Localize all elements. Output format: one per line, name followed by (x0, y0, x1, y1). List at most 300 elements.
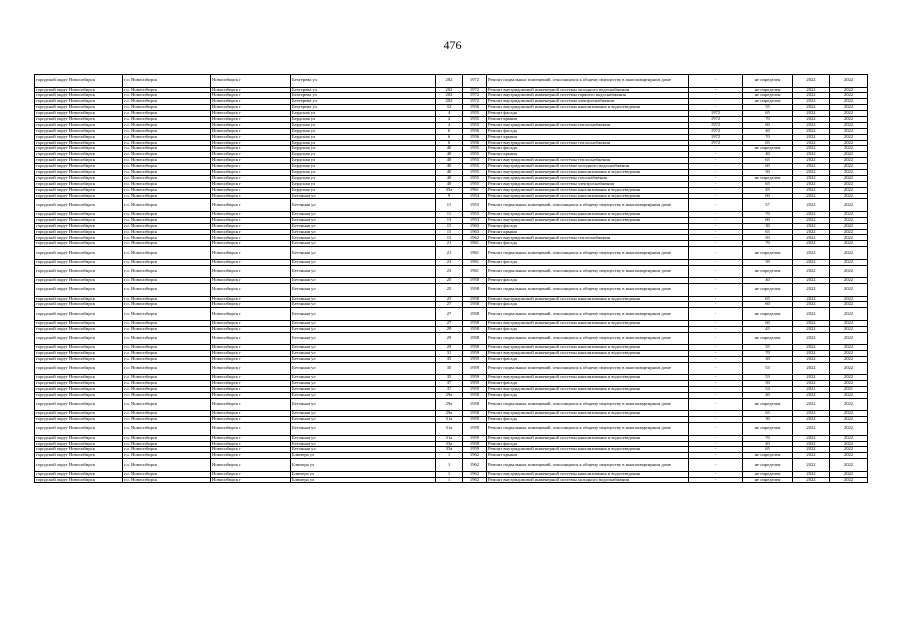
work-type-cell: Ремонт внутридомовой инженерной системы канализования и водоотведения (487, 435, 689, 441)
start-year-cell: 2022 (793, 375, 830, 381)
last-repair-cell: - (689, 158, 743, 164)
street-cell: Бердская ул (291, 116, 436, 122)
settlement-short-cell: г.о. Новосибирск (123, 265, 211, 278)
work-type-cell: Ремонт внутридомовой инженерной системы канализования и водоотведения (487, 217, 689, 223)
last-repair-cell: 1972 (689, 116, 743, 122)
start-year-cell: 2022 (793, 158, 830, 164)
settlement-short-cell: г.о. Новосибирск (123, 326, 211, 332)
start-year-cell: 2022 (793, 356, 830, 362)
last-repair-cell: - (689, 296, 743, 302)
municipality-cell: городской округ Новосибирск (35, 146, 123, 152)
build-year-cell: 1955 (463, 169, 487, 175)
house-cell: 31а (436, 435, 463, 441)
cost-cell: не определен (743, 308, 793, 321)
street-cell: Бердская ул (291, 122, 436, 128)
cost-cell: 60 (743, 302, 793, 308)
last-repair-cell: - (689, 229, 743, 235)
house-cell: 37 (436, 381, 463, 387)
work-type-cell: Ремонт внутридомовой инженерной системы канализования и водоотведения (487, 211, 689, 217)
settlement-cell: Новосибирск г (211, 441, 291, 447)
work-type-cell: Ремонт подвальных помещений, относящихся к общему имуществу в многоквартирном доме (487, 423, 689, 436)
settlement-short-cell: г.о. Новосибирск (123, 140, 211, 146)
start-year-cell: 2022 (793, 459, 830, 472)
house-cell: 29 (436, 345, 463, 351)
build-year-cell: 1958 (463, 392, 487, 398)
build-year-cell: 1962 (463, 459, 487, 472)
start-year-cell: 2022 (793, 441, 830, 447)
street-cell: Бетонная ул (291, 296, 436, 302)
build-year-cell: 1955 (463, 152, 487, 158)
settlement-cell: Новосибирск г (211, 278, 291, 284)
start-year-cell: 2022 (793, 351, 830, 357)
work-type-cell: Ремонт внутридомовой инженерной системы канализования и водоотведения (487, 387, 689, 393)
work-type-cell: Ремонт внутридомовой инженерной системы газоснабжения (487, 175, 689, 181)
settlement-cell: Новосибирск г (211, 265, 291, 278)
house-cell: 40 (436, 152, 463, 158)
house-cell: 29 (436, 332, 463, 345)
settlement-cell: Новосибирск г (211, 398, 291, 411)
build-year-cell: 1958 (463, 398, 487, 411)
street-cell: Бетонная ул (291, 265, 436, 278)
house-cell: 27 (436, 320, 463, 326)
municipality-cell: городской округ Новосибирск (35, 459, 123, 472)
end-year-cell: 2022 (830, 211, 868, 217)
start-year-cell: 2022 (793, 447, 830, 453)
build-year-cell: 1953 (463, 199, 487, 212)
build-year-cell: 1955 (463, 175, 487, 181)
work-type-cell: Ремонт крыши (487, 453, 689, 459)
municipality-cell: городской округ Новосибирск (35, 423, 123, 436)
end-year-cell: 2022 (830, 375, 868, 381)
cost-cell: 60 (743, 193, 793, 199)
table-row (35, 284, 868, 297)
last-repair-cell: - (689, 423, 743, 436)
table-row (35, 362, 868, 375)
end-year-cell: 2022 (830, 223, 868, 229)
start-year-cell: 2022 (793, 247, 830, 260)
cost-cell: 45 (743, 187, 793, 193)
settlement-short-cell: г.о. Новосибирск (123, 75, 211, 88)
house-cell: 40 (436, 169, 463, 175)
last-repair-cell: - (689, 435, 743, 441)
municipality-cell: городской округ Новосибирск (35, 241, 123, 247)
settlement-short-cell: г.о. Новосибирск (123, 105, 211, 111)
end-year-cell: 2022 (830, 116, 868, 122)
last-repair-cell: - (689, 235, 743, 241)
start-year-cell: 2022 (793, 423, 830, 436)
end-year-cell: 2022 (830, 175, 868, 181)
end-year-cell: 2022 (830, 134, 868, 140)
house-cell: 6 (436, 134, 463, 140)
house-cell: 52 (436, 105, 463, 111)
cost-cell: 70 (743, 134, 793, 140)
start-year-cell: 2022 (793, 362, 830, 375)
last-repair-cell: - (689, 211, 743, 217)
street-cell: Бехтерева ул (291, 99, 436, 105)
start-year-cell: 2022 (793, 296, 830, 302)
settlement-cell: Новосибирск г (211, 111, 291, 117)
work-type-cell: Ремонт подвальных помещений, относящихся к общему имуществу в многоквартирном доме (487, 362, 689, 375)
settlement-cell: Новосибирск г (211, 187, 291, 193)
cost-cell: 60 (743, 320, 793, 326)
last-repair-cell: - (689, 320, 743, 326)
settlement-short-cell: г.о. Новосибирск (123, 471, 211, 477)
work-type-cell: Ремонт внутридомовой инженерной системы электроснабжения (487, 99, 689, 105)
house-cell: 27 (436, 308, 463, 321)
build-year-cell: 1955 (463, 111, 487, 117)
cost-cell: 40 (743, 278, 793, 284)
settlement-cell: Новосибирск г (211, 259, 291, 265)
work-type-cell: Ремонт фасада (487, 302, 689, 308)
municipality-cell: городской округ Новосибирск (35, 417, 123, 423)
street-cell: Бердская ул (291, 111, 436, 117)
start-year-cell: 2022 (793, 169, 830, 175)
settlement-cell: Новосибирск г (211, 308, 291, 321)
cost-cell: 65 (743, 296, 793, 302)
cost-cell: 30 (743, 356, 793, 362)
end-year-cell: 2022 (830, 164, 868, 170)
municipality-cell: городской округ Новосибирск (35, 128, 123, 134)
work-type-cell: Ремонт подвальных помещений, относящихся к общему имуществу в многоквартирном доме (487, 75, 689, 88)
street-cell: Бетонная ул (291, 247, 436, 260)
start-year-cell: 2022 (793, 217, 830, 223)
street-cell: Бетонная ул (291, 284, 436, 297)
last-repair-cell: - (689, 278, 743, 284)
cost-cell: не определен (743, 477, 793, 483)
cost-cell: 70 (743, 211, 793, 217)
start-year-cell: 2022 (793, 453, 830, 459)
cost-cell: 60 (743, 217, 793, 223)
settlement-cell: Новосибирск г (211, 229, 291, 235)
start-year-cell: 2022 (793, 284, 830, 297)
end-year-cell: 2022 (830, 441, 868, 447)
work-type-cell: Ремонт крыши (487, 152, 689, 158)
last-repair-cell: - (689, 356, 743, 362)
last-repair-cell: - (689, 417, 743, 423)
house-cell: 23 (436, 259, 463, 265)
end-year-cell: 2022 (830, 417, 868, 423)
municipality-cell: городской округ Новосибирск (35, 111, 123, 117)
settlement-cell: Новосибирск г (211, 477, 291, 483)
street-cell: Бетонная ул (291, 235, 436, 241)
settlement-cell: Новосибирск г (211, 158, 291, 164)
street-cell: Бетонная ул (291, 193, 436, 199)
settlement-cell: Новосибирск г (211, 247, 291, 260)
settlement-short-cell: г.о. Новосибирск (123, 217, 211, 223)
end-year-cell: 2022 (830, 447, 868, 453)
build-year-cell: 1954 (463, 193, 487, 199)
build-year-cell: 1959 (463, 441, 487, 447)
start-year-cell: 2022 (793, 128, 830, 134)
street-cell: Бердская ул (291, 128, 436, 134)
build-year-cell: 1959 (463, 351, 487, 357)
street-cell: Бердская ул (291, 187, 436, 193)
cost-cell: 53 (743, 375, 793, 381)
last-repair-cell: - (689, 241, 743, 247)
cost-cell: не определен (743, 87, 793, 93)
build-year-cell: 1958 (463, 278, 487, 284)
house-cell: 29а (436, 398, 463, 411)
cost-cell: 53 (743, 362, 793, 375)
cost-cell: 70 (743, 241, 793, 247)
municipality-cell: городской округ Новосибирск (35, 158, 123, 164)
last-repair-cell: - (689, 284, 743, 297)
table-row (35, 247, 868, 260)
cost-cell: 55 (743, 105, 793, 111)
settlement-short-cell: г.о. Новосибирск (123, 122, 211, 128)
start-year-cell: 2022 (793, 105, 830, 111)
work-type-cell: Ремонт внутридомовой инженерной системы канализования и водоотведения (487, 375, 689, 381)
street-cell: Бетонная ул (291, 423, 436, 436)
last-repair-cell: - (689, 93, 743, 99)
settlement-short-cell: г.о. Новосибирск (123, 447, 211, 453)
cost-cell: не определен (743, 423, 793, 436)
cost-cell: 65 (743, 229, 793, 235)
house-cell: 1 (436, 477, 463, 483)
last-repair-cell: - (689, 87, 743, 93)
cost-cell: 39 (743, 259, 793, 265)
start-year-cell: 2022 (793, 229, 830, 235)
start-year-cell: 2022 (793, 477, 830, 483)
street-cell: Бетонная ул (291, 435, 436, 441)
settlement-cell: Новосибирск г (211, 356, 291, 362)
settlement-cell: Новосибирск г (211, 411, 291, 417)
settlement-short-cell: г.о. Новосибирск (123, 87, 211, 93)
settlement-cell: Новосибирск г (211, 326, 291, 332)
work-type-cell: Ремонт внутридомовой инженерной системы холодного водоснабжения (487, 87, 689, 93)
build-year-cell: 1959 (463, 362, 487, 375)
start-year-cell: 2022 (793, 164, 830, 170)
start-year-cell: 2022 (793, 193, 830, 199)
last-repair-cell: 1972 (689, 122, 743, 128)
municipality-cell: городской округ Новосибирск (35, 75, 123, 88)
municipality-cell: городской округ Новосибирск (35, 278, 123, 284)
work-type-cell: Ремонт внутридомовой инженерной системы канализования и водоотведения (487, 411, 689, 417)
start-year-cell: 2022 (793, 308, 830, 321)
end-year-cell: 2021 (830, 387, 868, 393)
table-row (35, 477, 868, 483)
house-cell: 35 (436, 362, 463, 375)
cost-cell: не определен (743, 99, 793, 105)
build-year-cell: 1958 (463, 296, 487, 302)
end-year-cell: 2022 (830, 320, 868, 326)
municipality-cell: городской округ Новосибирск (35, 398, 123, 411)
build-year-cell: 1955 (463, 158, 487, 164)
municipality-cell: городской округ Новосибирск (35, 152, 123, 158)
start-year-cell: 2022 (793, 134, 830, 140)
cost-cell: 60 (743, 164, 793, 170)
build-year-cell: 1958 (463, 411, 487, 417)
work-type-cell: Ремонт внутридомовой инженерной системы теплоснабжения (487, 158, 689, 164)
municipality-cell: городской округ Новосибирск (35, 229, 123, 235)
last-repair-cell: - (689, 146, 743, 152)
build-year-cell: 1972 (463, 99, 487, 105)
settlement-short-cell: г.о. Новосибирск (123, 398, 211, 411)
municipality-cell: городской округ Новосибирск (35, 169, 123, 175)
table-row (35, 75, 868, 88)
cost-cell: 65 (743, 158, 793, 164)
start-year-cell: 2022 (793, 471, 830, 477)
street-cell: Бетонная ул (291, 441, 436, 447)
house-cell: 40 (436, 181, 463, 187)
end-year-cell: 2022 (830, 152, 868, 158)
last-repair-cell: - (689, 441, 743, 447)
settlement-short-cell: г.о. Новосибирск (123, 199, 211, 212)
build-year-cell: 1953 (463, 211, 487, 217)
settlement-short-cell: г.о. Новосибирск (123, 146, 211, 152)
municipality-cell: городской округ Новосибирск (35, 187, 123, 193)
municipality-cell: городской округ Новосибирск (35, 477, 123, 483)
street-cell: Бетонная ул (291, 241, 436, 247)
build-year-cell: 1955 (463, 181, 487, 187)
cost-cell: 65 (743, 447, 793, 453)
build-year-cell: 1961 (463, 265, 487, 278)
municipality-cell: городской округ Новосибирск (35, 87, 123, 93)
street-cell: Бетонная ул (291, 217, 436, 223)
start-year-cell: 2022 (793, 87, 830, 93)
build-year-cell: 1953 (463, 217, 487, 223)
work-type-cell: Ремонт фасада (487, 441, 689, 447)
last-repair-cell: - (689, 398, 743, 411)
settlement-short-cell: г.о. Новосибирск (123, 459, 211, 472)
start-year-cell: 2022 (793, 152, 830, 158)
start-year-cell: 2022 (793, 435, 830, 441)
cost-cell: 70 (743, 116, 793, 122)
last-repair-cell: - (689, 477, 743, 483)
start-year-cell: 2022 (793, 140, 830, 146)
municipality-cell: городской округ Новосибирск (35, 140, 123, 146)
start-year-cell: 2022 (793, 345, 830, 351)
municipality-cell: городской округ Новосибирск (35, 435, 123, 441)
street-cell: Бетонная ул (291, 387, 436, 393)
house-cell: 33а (436, 447, 463, 453)
settlement-cell: Новосибирск г (211, 169, 291, 175)
house-cell: 40 (436, 158, 463, 164)
settlement-short-cell: г.о. Новосибирск (123, 175, 211, 181)
street-cell: Бердская ул (291, 169, 436, 175)
municipality-cell: городской округ Новосибирск (35, 392, 123, 398)
municipality-cell: городской округ Новосибирск (35, 302, 123, 308)
work-type-cell: Ремонт внутридомовой инженерной системы канализования и водоотведения (487, 193, 689, 199)
house-cell: 40 (436, 175, 463, 181)
house-cell: 25 (436, 284, 463, 297)
work-type-cell: Ремонт внутридомовой инженерной системы канализования и водоотведения (487, 320, 689, 326)
end-year-cell: 2022 (830, 99, 868, 105)
last-repair-cell: - (689, 411, 743, 417)
start-year-cell: 2022 (793, 302, 830, 308)
settlement-short-cell: г.о. Новосибирск (123, 259, 211, 265)
street-cell: Бетонная ул (291, 332, 436, 345)
street-cell: Бехтерева ул (291, 105, 436, 111)
table-row (35, 459, 868, 472)
work-type-cell: Ремонт фасада (487, 259, 689, 265)
last-repair-cell: - (689, 345, 743, 351)
end-year-cell: 2022 (830, 278, 868, 284)
start-year-cell: 2022 (793, 235, 830, 241)
end-year-cell: 2022 (830, 381, 868, 387)
house-cell: 29а (436, 411, 463, 417)
start-year-cell: 2022 (793, 116, 830, 122)
municipality-cell: городской округ Новосибирск (35, 356, 123, 362)
build-year-cell: 1972 (463, 75, 487, 88)
cost-cell: 65 (743, 411, 793, 417)
start-year-cell: 2022 (793, 326, 830, 332)
settlement-short-cell: г.о. Новосибирск (123, 302, 211, 308)
build-year-cell: 1972 (463, 93, 487, 99)
last-repair-cell: - (689, 217, 743, 223)
settlement-short-cell: г.о. Новосибирск (123, 423, 211, 436)
work-type-cell: Ремонт фасада (487, 356, 689, 362)
start-year-cell: 2022 (793, 398, 830, 411)
cost-cell: 50 (743, 169, 793, 175)
settlement-short-cell: г.о. Новосибирск (123, 128, 211, 134)
settlement-short-cell: г.о. Новосибирск (123, 93, 211, 99)
cost-cell: не определен (743, 93, 793, 99)
work-type-cell: Ремонт внутридомовой инженерной системы канализования и водоотведения (487, 296, 689, 302)
settlement-cell: Новосибирск г (211, 211, 291, 217)
municipality-cell: городской округ Новосибирск (35, 223, 123, 229)
municipality-cell: городской округ Новосибирск (35, 362, 123, 375)
street-cell: Бетонная ул (291, 362, 436, 375)
street-cell: Бердская ул (291, 134, 436, 140)
settlement-cell: Новосибирск г (211, 453, 291, 459)
build-year-cell: 1955 (463, 146, 487, 152)
street-cell: Бетонная ул (291, 320, 436, 326)
house-cell: 29а (436, 392, 463, 398)
last-repair-cell: - (689, 181, 743, 187)
settlement-short-cell: г.о. Новосибирск (123, 158, 211, 164)
build-year-cell: 1958 (463, 326, 487, 332)
build-year-cell: 1962 (463, 471, 487, 477)
settlement-short-cell: г.о. Новосибирск (123, 134, 211, 140)
cost-cell: 54 (743, 387, 793, 393)
build-year-cell: 1972 (463, 87, 487, 93)
build-year-cell: 1959 (463, 435, 487, 441)
municipality-cell: городской округ Новосибирск (35, 471, 123, 477)
house-cell: 15 (436, 229, 463, 235)
build-year-cell: 1959 (463, 375, 487, 381)
work-type-cell: Ремонт внутридомовой инженерной системы теплоснабжения (487, 235, 689, 241)
work-type-cell: Ремонт фасада (487, 128, 689, 134)
settlement-cell: Новосибирск г (211, 332, 291, 345)
house-cell: 202 (436, 87, 463, 93)
build-year-cell: 1955 (463, 164, 487, 170)
build-year-cell: 1962 (463, 477, 487, 483)
last-repair-cell: - (689, 99, 743, 105)
table-row (35, 199, 868, 212)
cost-cell: 65 (743, 111, 793, 117)
end-year-cell: 2022 (830, 459, 868, 472)
municipality-cell: городской округ Новосибирск (35, 199, 123, 212)
work-type-cell: Ремонт фасада (487, 111, 689, 117)
work-type-cell: Ремонт внутридомовой инженерной системы электроснабжения (487, 181, 689, 187)
last-repair-cell: - (689, 332, 743, 345)
end-year-cell: 2022 (830, 75, 868, 88)
work-type-cell: Ремонт внутридомовой инженерной системы канализования и водоотведения (487, 105, 689, 111)
house-cell: 4 (436, 116, 463, 122)
cost-cell: 40 (743, 128, 793, 134)
cost-cell: 30 (743, 417, 793, 423)
municipality-cell: городской округ Новосибирск (35, 375, 123, 381)
work-type-cell: Ремонт внутридомовой инженерной системы канализования и водоотведения (487, 169, 689, 175)
house-cell: 1 (436, 459, 463, 472)
work-type-cell: Ремонт внутридомовой инженерной системы канализования и водоотведения (487, 447, 689, 453)
settlement-short-cell: г.о. Новосибирск (123, 187, 211, 193)
house-cell: 15 (436, 235, 463, 241)
table-row (35, 398, 868, 411)
municipality-cell: городской округ Новосибирск (35, 175, 123, 181)
house-cell: 31 (436, 351, 463, 357)
